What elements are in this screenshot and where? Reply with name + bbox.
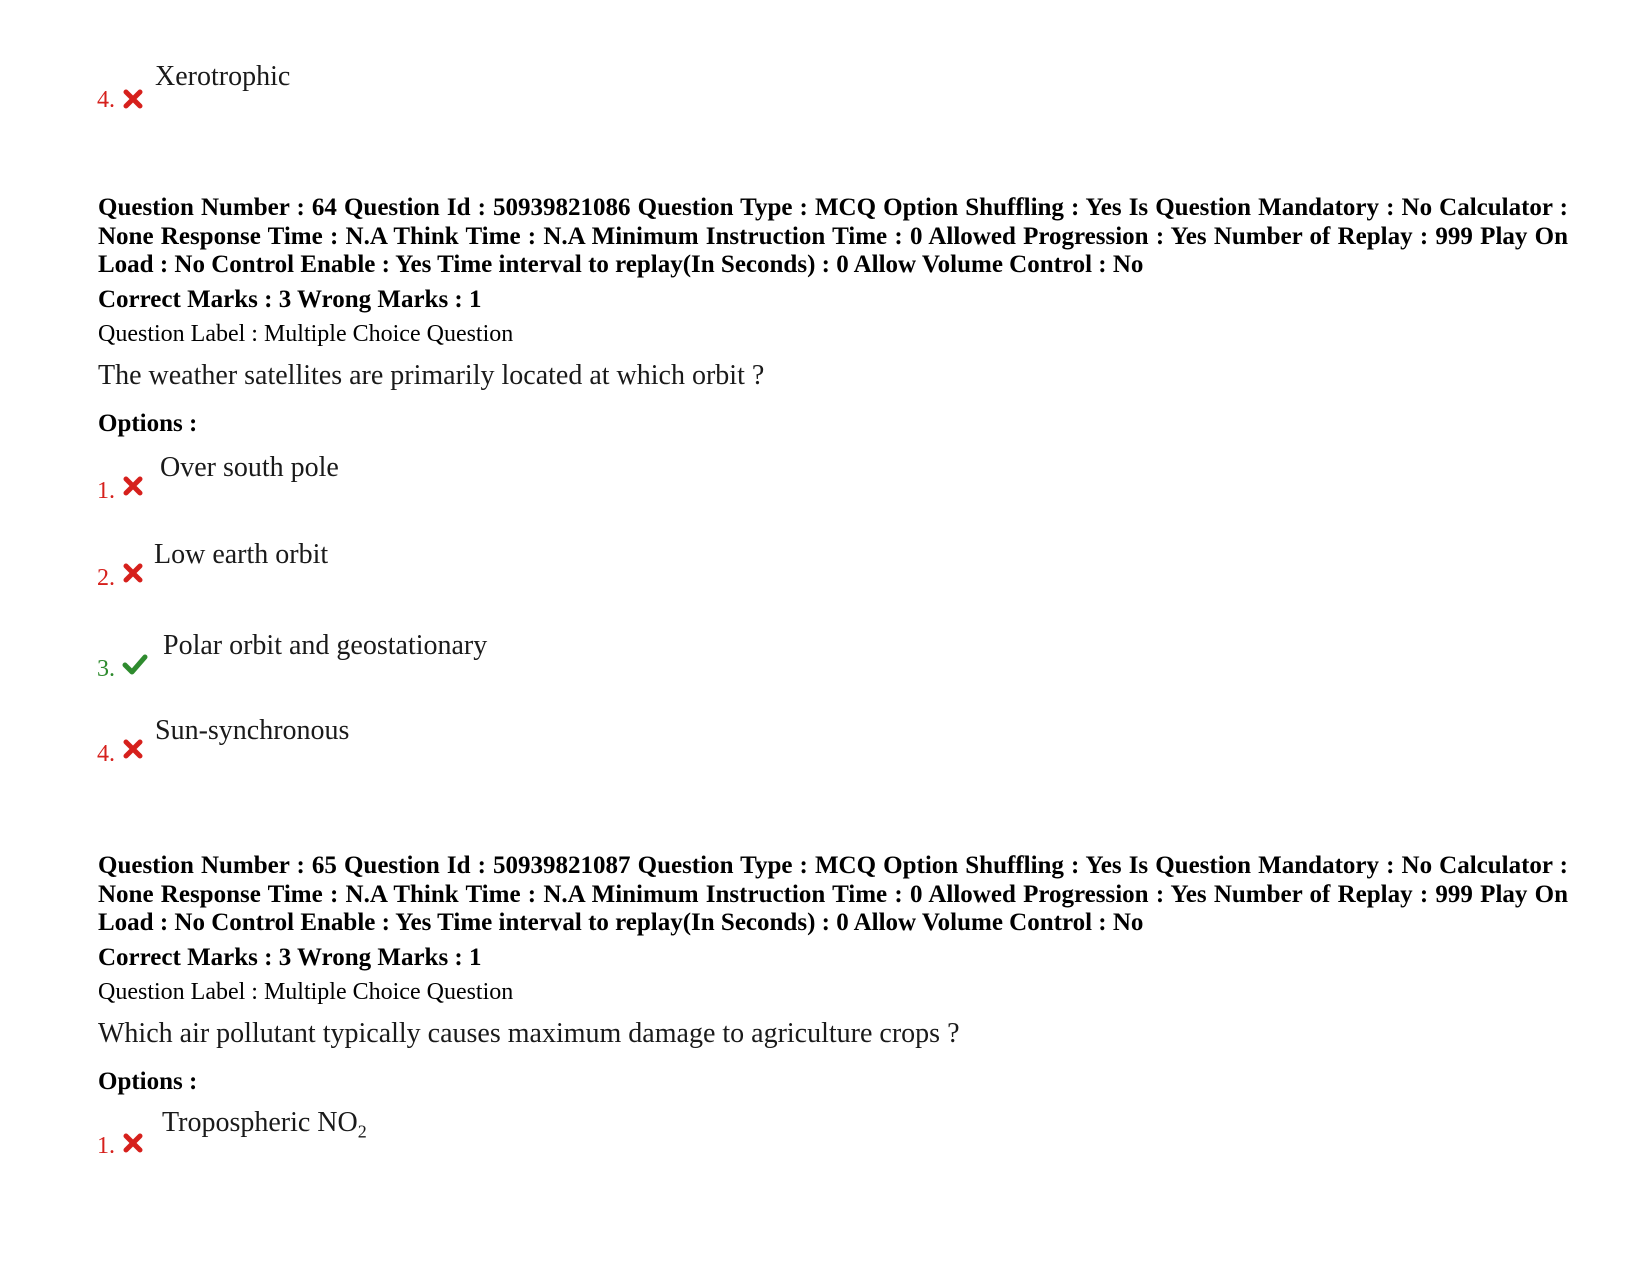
option-text-main: Tropospheric NO xyxy=(162,1107,358,1138)
option-number: 1. xyxy=(97,478,115,504)
cross-icon xyxy=(122,1132,144,1154)
option-item xyxy=(97,631,797,681)
option-text: Sun-synchronous xyxy=(155,715,350,746)
option-number: 2. xyxy=(97,565,115,591)
option-text: Polar orbit and geostationary xyxy=(163,630,488,661)
option-text xyxy=(162,1107,367,1142)
check-icon xyxy=(122,653,148,675)
option-item xyxy=(97,716,797,766)
option-number: 4. xyxy=(97,741,115,767)
cross-icon xyxy=(122,562,144,584)
option-item xyxy=(97,62,797,112)
question-64-text: The weather satellites are primarily located at which orbit ? xyxy=(98,360,765,391)
question-64-options-heading: Options : xyxy=(98,410,198,437)
option-text: Low earth orbit xyxy=(154,539,329,570)
question-65-meta: Question Number : 65 Question Id : 50939821087 Question Type : MCQ Option Shuffling : Yes Is Question Mandatory : No Calculator : None Response Time : N.A Think Time : N.A Minimum Instruction Time : 0 Allowed Progression : Yes Number of Replay : 999 Play On Load : No Control Enable : Yes Time interval to replay(In Seconds) : 0 Allow Volume Control : No xyxy=(98,852,1568,936)
question-64-label: Question Label : Multiple Choice Question xyxy=(98,321,514,347)
option-number: 3. xyxy=(97,656,115,682)
option-item xyxy=(97,453,797,503)
option-number: 4. xyxy=(97,87,115,113)
option-text-subscript: 2 xyxy=(357,1121,367,1142)
question-65-label: Question Label : Multiple Choice Question xyxy=(98,979,514,1005)
option-text: Xerotrophic xyxy=(155,61,291,92)
cross-icon xyxy=(122,738,144,760)
question-64-meta: Question Number : 64 Question Id : 50939821086 Question Type : MCQ Option Shuffling : Yes Is Question Mandatory : No Calculator : None Response Time : N.A Think Time : N.A Minimum Instruction Time : 0 Allowed Progression : Yes Number of Replay : 999 Play On Load : No Control Enable : Yes Time interval to replay(In Seconds) : 0 Allow Volume Control : No xyxy=(98,194,1568,278)
cross-icon xyxy=(122,88,144,110)
question-65-text: Which air pollutant typically causes maximum damage to agriculture crops ? xyxy=(98,1018,960,1049)
option-number: 1. xyxy=(97,1133,115,1159)
question-65-options-heading: Options : xyxy=(98,1068,198,1095)
cross-icon xyxy=(122,475,144,497)
question-64-marks: Correct Marks : 3 Wrong Marks : 1 xyxy=(98,286,482,313)
option-text: Over south pole xyxy=(160,452,339,483)
option-item xyxy=(97,540,797,590)
question-65-marks: Correct Marks : 3 Wrong Marks : 1 xyxy=(98,944,482,971)
option-item xyxy=(97,1108,797,1158)
